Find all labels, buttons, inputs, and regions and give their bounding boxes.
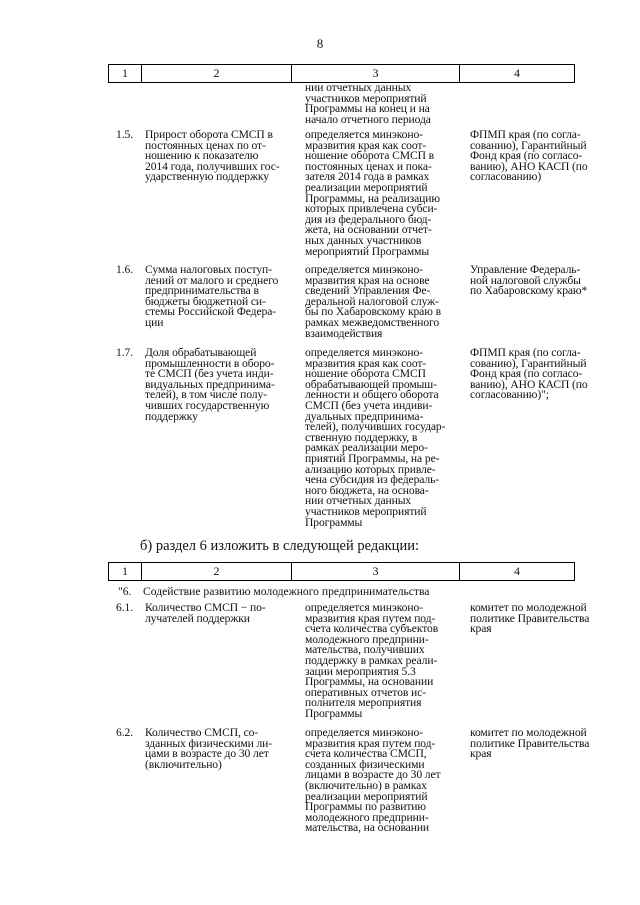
table-header-2 [108,562,575,581]
row-responsible: комитет по молодежной политике Правительства края [470,601,590,636]
row-number: 1.7. [116,346,133,359]
continuation-text: нии отчетных данных участников мероприятий Программы на конец и на начало отчетного периода [305,81,431,126]
header-col-4: 4 [459,563,574,580]
row-number: 6.2. [116,726,133,739]
header-col-3: 3 [291,65,459,82]
header-col-2: 2 [141,563,291,580]
row-number: 6.1. [116,601,133,614]
section-heading: б) раздел 6 изложить в следующей редакции: [140,538,419,554]
header-col-1: 1 [122,66,128,80]
row-method: определяется минэконо- мразвития края как соот- ношение оборота СМСП в постоянных ценах и пока- зателя 2014 года в рамках реализации мероприятий Программы, на реализацию которых привлечена субси- дия из федерального бюд- жета, на основании отчет- ных данных участников мероприятий Программы [305,128,440,258]
row-indicator: Количество СМСП − по- лучателей поддержки [145,601,266,625]
section-6-title: "6. Содействие развитию молодежного предпринимательства [118,585,430,598]
row-indicator: Сумма налоговых поступ- лений от малого и среднего предпринимательства в бюджеты бюджетной си- стемы Российской Федера- ции [145,263,279,329]
row-responsible: Управление Федераль- ной налоговой службы по Хабаровскому краю* [470,263,588,298]
row-indicator: Прирост оборота СМСП в постоянных ценах по от- ношению к показателю 2014 года, получивших гос- ударственную поддержку [145,128,280,184]
row-number: 1.6. [116,263,133,276]
row-method: определяется минэконо- мразвития края путем под- счета количества субъектов молодежного предприни- мательства, получивших поддержку в рамках реали- зации мероприятия 5.3 Программы, на основании оперативных отчетов ис- полнителя мероприятия Программы [305,601,439,720]
row-method: определяется минэконо- мразвития края как соот- ношение оборота СМСП обрабатывающей промыш- ленности и общего оборота СМСП (без учета индиви- дуальных предпринима- телей), получивших государ- ственную поддержку, в рамках реализации меро- приятий Программы, на ре- ализацию которых привле- чена субсидия из федераль- ного бюджета, на основа- нии отчетных данных участников мероприятий Программы [305,346,446,529]
header-col-1: 1 [122,564,128,578]
row-indicator: Доля обрабатывающей промышленности в оборо- те СМСП (без учета инди- видуальных предпринима- телей), в том числе полу- чивших государственную поддержку [145,346,275,423]
header-col-4: 4 [459,65,574,82]
row-method: определяется минэконо- мразвития края путем под- счета количества СМСП, созданных физическими лицами в возрасте до 30 лет (включительно) в рамках реализации мероприятий Программы по развитию молодежного предприни- мательства, на основании [305,726,441,835]
header-col-3: 3 [291,563,459,580]
row-method: определяется минэконо- мразвития края на основе сведений Управления Фе- деральной налоговой служ- бы по Хабаровскому краю в рамках межведомственного взаимодействия [305,263,441,340]
row-responsible: комитет по молодежной политике Правительства края [470,726,590,761]
row-indicator: Количество СМСП, со- зданных физическими ли- цами в возрасте до 30 лет (включительно) [145,726,273,771]
row-responsible: ФПМП края (по согла- сованию), Гарантийный Фонд края (по согласо- ванию), АНО КАСП (по согласованию) [470,128,588,184]
page-number: 8 [316,36,324,51]
header-col-2: 2 [141,65,291,82]
row-number: 1.5. [116,128,133,141]
row-responsible: ФПМП края (по согла- сованию), Гарантийный Фонд края (по согласо- ванию), АНО КАСП (по согласованию)"; [470,346,588,402]
